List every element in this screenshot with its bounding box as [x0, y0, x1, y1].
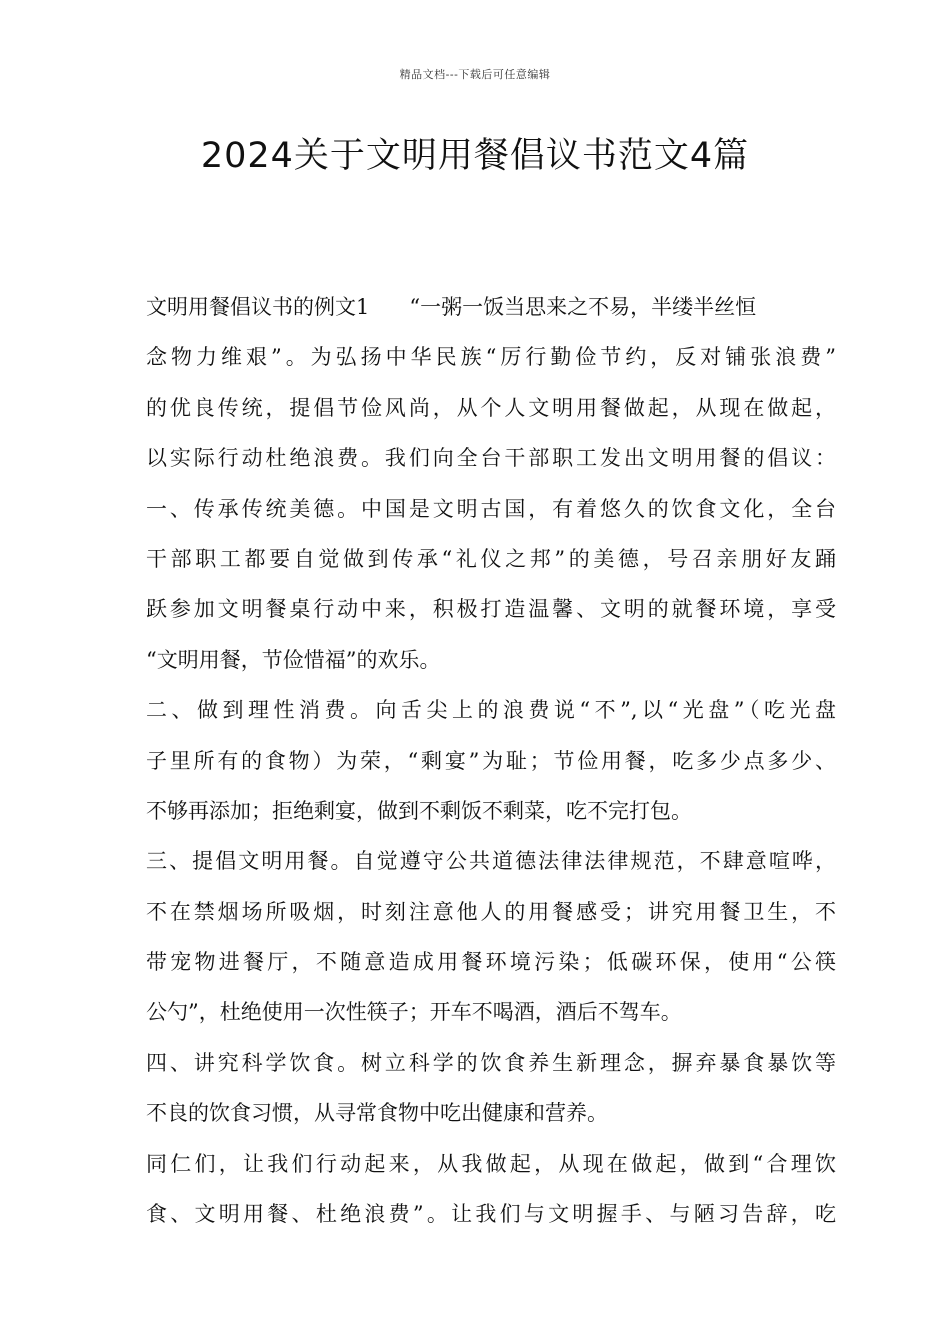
body-line-4: 以实际行动杜绝浪费。我们向全台干部职工发出文明用餐的倡议： [146, 446, 836, 471]
document-body [146, 282, 836, 1239]
body-line-11: 不够再添加；拒绝剩宴，做到不剩饭不剩菜，吃不完打包。 [146, 798, 692, 823]
body-line-17: 不良的饮食习惯，从寻常食物中吃出健康和营养。 [146, 1101, 608, 1126]
body-line-1: 文明用餐倡议书的例文1 “一粥一饭当思来之不易，半缕半丝恒 [146, 295, 757, 319]
body-line-14: 带宠物进餐厅，不随意造成用餐环境污染；低碳环保，使用“公筷 [146, 950, 836, 975]
body-line-6: 干部职工都要自觉做到传承“礼仪之邦”的美德，号召亲朋好友踊 [146, 546, 836, 571]
body-line-5: 一、传承传统美德。中国是文明古国，有着悠久的饮食文化，全台 [146, 496, 836, 521]
body-line-2: 念物力维艰”。为弘扬中华民族“厉行勤俭节约，反对铺张浪费” [146, 345, 836, 370]
body-line-12: 三、提倡文明用餐。自觉遵守公共道德法律法律规范，不肆意喧哗， [146, 849, 836, 874]
body-line-9: 二、做到理性消费。向舌尖上的浪费说“不”,以“光盘”（吃光盘 [146, 698, 836, 723]
body-line-8: “文明用餐，节俭惜福”的欢乐。 [146, 647, 441, 672]
body-line-13: 不在禁烟场所吸烟，时刻注意他人的用餐感受；讲究用餐卫生，不 [146, 899, 836, 924]
body-line-19: 食、文明用餐、杜绝浪费”。让我们与文明握手、与陋习告辞，吃 [146, 1202, 836, 1227]
body-line-15: 公勺”，杜绝使用一次性筷子；开车不喝酒，酒后不驾车。 [146, 1000, 682, 1025]
body-line-18: 同仁们，让我们行动起来，从我做起，从现在做起，做到“合理饮 [146, 1151, 836, 1176]
header-note: 精品文档---下载后可任意编辑 [399, 68, 551, 81]
body-line-16: 四、讲究科学饮食。树立科学的饮食养生新理念，摒弃暴食暴饮等 [146, 1050, 836, 1075]
body-line-7: 跃参加文明餐桌行动中来，积极打造温馨、文明的就餐环境，享受 [146, 597, 836, 622]
document-title: 2024关于文明用餐倡议书范文4篇 [200, 136, 750, 176]
body-line-3: 的优良传统，提倡节俭风尚，从个人文明用餐做起，从现在做起， [146, 395, 836, 420]
body-line-10: 子里所有的食物）为荣，“剩宴”为耻；节俭用餐，吃多少点多少、 [146, 748, 836, 773]
